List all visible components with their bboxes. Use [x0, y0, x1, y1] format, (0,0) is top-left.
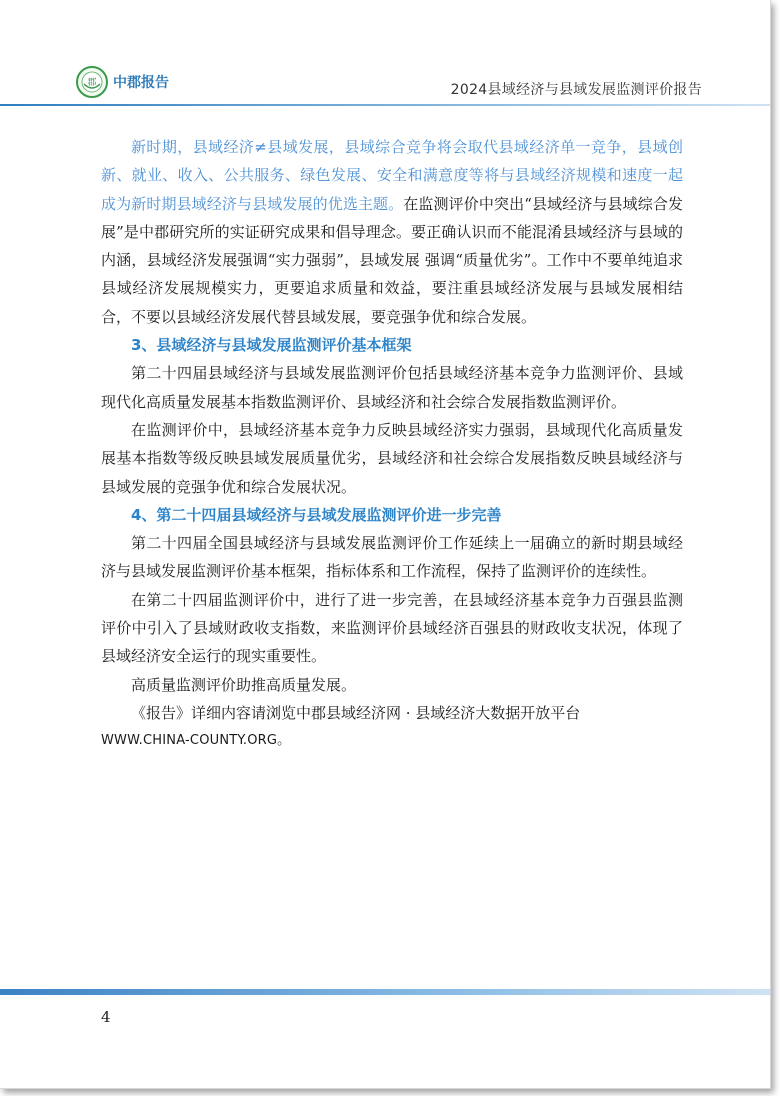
section-heading-3: 3、县域经济与县域发展监测评价基本框架	[131, 336, 412, 355]
paragraph-3: 在监测评价中，县域经济基本竞争力反映县域经济实力强弱，县域现代化高质量发展基本指数等级反映县域发展质量优劣，县域经济和社会综合发展指数反映县域经济与县域发展的竞强争优和综合发展状况。	[101, 420, 683, 496]
header-divider	[0, 104, 770, 106]
report-title: 2024县域经济与县域发展监测评价报告	[450, 82, 702, 98]
logo-text: 中郡报告	[113, 75, 169, 91]
emblem-graphic	[80, 70, 104, 94]
paragraph-7: 《报告》详细内容请浏览中郡县域经济网 · 县域经济大数据开放平台	[131, 703, 581, 722]
paragraph-6: 高质量监测评价助推高质量发展。	[131, 675, 357, 694]
paragraph-1-rest: 在监测评价中突出“县域经济与县域综合发展”是中郡研究所的实证研究成果和倡导理念。要正确认识而不能混淆县域经济与县域的内涵，县域经济发展强调“实力强弱”，县域发展 强调“质量优劣”。工作中不要单纯追求县域经济发展规模实力，更要追求质量和效益，要注重县域经济发展与县域发展相结合，不要以县域经济发展代替县域发展，要竞强争优和综合发展。	[101, 194, 683, 326]
logo	[76, 66, 169, 98]
paragraph-4: 第二十四届全国县域经济与县域发展监测评价工作延续上一届确立的新时期县域经济与县域发展监测评价基本框架，指标体系和工作流程，保持了监测评价的连续性。	[101, 534, 683, 581]
body-text	[101, 133, 683, 756]
paragraph-2: 第二十四届县域经济与县域发展监测评价包括县域经济基本竞争力监测评价、县域现代化高质量发展基本指数监测评价、县域经济和社会综合发展指数监测评价。	[101, 364, 683, 411]
footer-divider	[0, 989, 770, 995]
paragraph-1	[101, 133, 683, 331]
logo-emblem-icon	[76, 66, 108, 98]
highlighted-text: 新时期，县域经济≠县域发展，县域综合竞争将会取代县域经济单一竞争，县域创新、就业、收入、公共服务、绿色发展、安全和满意度等将与县域经济规模和速度一起成为新时期县域经济与县域发展的优选主题。	[101, 138, 683, 213]
website-url: WWW.CHINA-COUNTY.ORG。	[101, 733, 291, 749]
logo-badge-text: 郡	[87, 78, 97, 88]
paragraph-5: 在第二十四届监测评价中，进行了进一步完善，在县域经济基本竞争力百强县监测评价中引入了县域财政收支指数，来监测评价县域经济百强县的财政收支状况，体现了县域经济安全运行的现实重要性。	[101, 590, 683, 666]
page-header	[0, 62, 770, 110]
page-number: 4	[101, 1008, 111, 1026]
section-heading-4: 4、第二十四届县域经济与县域发展监测评价进一步完善	[131, 505, 502, 524]
